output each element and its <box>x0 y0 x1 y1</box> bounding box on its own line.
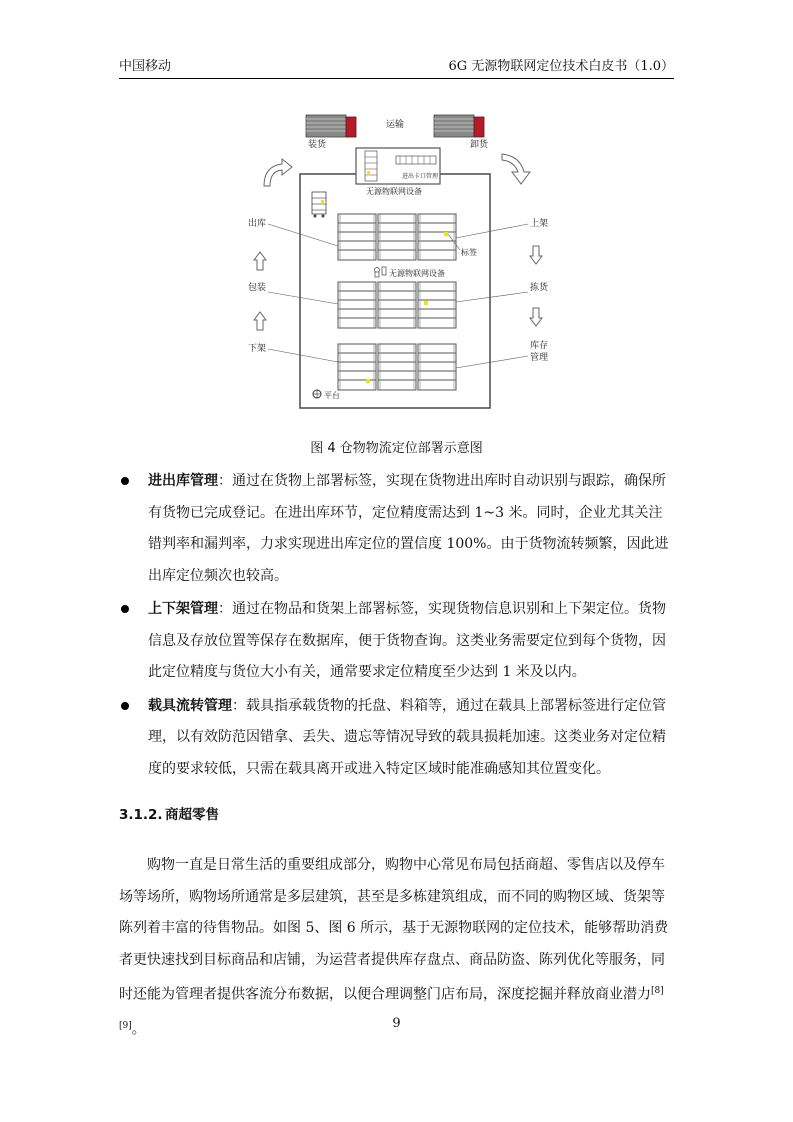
bullet-term: 进出库管理 <box>148 473 218 489</box>
shelving-label: 上架 <box>530 219 549 229</box>
flow-arrow-up-2 <box>254 312 266 330</box>
storage-label-2: 管理 <box>530 353 549 363</box>
flow-arrow-down-2 <box>530 308 542 326</box>
bullet-term: 载具流转管理 <box>148 697 232 714</box>
bullet-term: 上下架管理 <box>148 601 218 617</box>
section-heading <box>119 803 219 823</box>
citation-ref[interactable]: [8][9] <box>119 986 664 1032</box>
paragraph-text: 购物一直是日常生活的重要组成部分，购物中心常见布局包括商超、零售店以及停车场等场所，购物场所通常是多层建筑，甚至是多栋建筑组成，而不同的购物区域、货架等陈列着丰富的待售物品。如图 5、图 6 所示，基于无源物联网的定位技术，能够帮助消费者更快速找到目标商品和店铺，为运营者提供库存盘点、商品防盗、陈列优化等服务，同时还能为管理者提供客流分布数据，以便合理调整门店布局，深度挖掘并释放商业潜力 <box>119 857 669 1003</box>
gate-shelf <box>365 151 377 181</box>
page-number: 9 <box>392 1016 401 1031</box>
bullet-list <box>119 466 675 787</box>
platform-label: 平台 <box>324 391 340 400</box>
warehouse-diagram <box>220 104 580 420</box>
bullet-text: ：通过在货物上部署标签，实现在货物进出库时自动识别与跟踪，确保所有货物已完成登记。在进出库环节，定位精度需达到 1~3 米。同时，企业尤其关注错判率和漏判率，力求实现进出库定位的置信度 100%。由于货物流转频繁，因此进出库定位频次也较高。 <box>148 473 669 584</box>
unloading-label: 卸货 <box>470 140 489 150</box>
loading-label: 装货 <box>308 140 327 150</box>
paragraph-end: 。 <box>131 1021 146 1038</box>
bullet-dot <box>121 477 129 485</box>
section-number: 3.1.2. <box>119 807 163 823</box>
bullet-item <box>119 691 675 786</box>
unloading-curve-arrow <box>502 154 530 184</box>
unshelving-label: 下架 <box>248 344 267 354</box>
device-top-label: 无源物联网设备 <box>366 187 422 196</box>
header-org: 中国移动 <box>119 59 172 74</box>
trolley-icon <box>312 192 326 218</box>
bullet-item <box>119 594 675 689</box>
flow-arrow-up-1 <box>254 252 266 270</box>
bullet-item <box>119 466 675 592</box>
header-doc-title: 6G 无源物联网定位技术白皮书（1.0） <box>448 59 674 74</box>
loading-truck <box>306 115 356 137</box>
unloading-truck <box>434 115 484 137</box>
tag-label: 标签 <box>461 248 477 257</box>
page-header <box>119 52 674 74</box>
bullet-dot <box>121 702 129 710</box>
header-rule <box>119 78 674 79</box>
outbound-label: 出库 <box>248 219 267 229</box>
bullet-text: ：载具指承载货物的托盘、料箱等，通过在载具上部署标签进行定位管理，以有效防范因错拿、丢失、遗忘等情况导致的载具损耗加速。这类业务对定位精度的要求较低，只需在载具离开或进入特定区域时能准确感知其位置变化。 <box>148 697 666 777</box>
gate-tag <box>367 171 370 174</box>
rack-tag-3 <box>366 379 370 383</box>
storage-label-1: 库存 <box>530 341 549 351</box>
bullet-text: ：通过在物品和货架上部署标签，实现货物信息识别和上下架定位。货物信息及存放位置等保存在数据库，便于货物查询。这类业务需要定位到每个货物，因此定位精度与货位大小有关，通常要求定位精度至少达到 1 米及以内。 <box>148 601 666 680</box>
flow-arrow-down-1 <box>530 246 542 264</box>
picking-label: 拣货 <box>530 283 549 293</box>
figure-caption: 图 4 仓物物流定位部署示意图 <box>310 441 483 456</box>
rack-row-1 <box>338 214 456 260</box>
packing-label: 包装 <box>248 283 267 293</box>
gate-mgmt-label: 进出卡口管理 <box>402 173 439 180</box>
rack-tag-2 <box>424 301 428 305</box>
rack-row-2 <box>338 282 456 328</box>
section-title: 商超零售 <box>165 807 219 823</box>
transport-label: 运输 <box>386 120 405 130</box>
device-mid-label: 无源物联网设备 <box>389 269 445 278</box>
rack-row-3 <box>338 344 456 390</box>
warehouse-diagram-svg <box>220 104 580 420</box>
rack-tag-1 <box>444 232 448 236</box>
loading-curve-arrow <box>264 159 292 186</box>
bullet-dot <box>121 605 129 613</box>
